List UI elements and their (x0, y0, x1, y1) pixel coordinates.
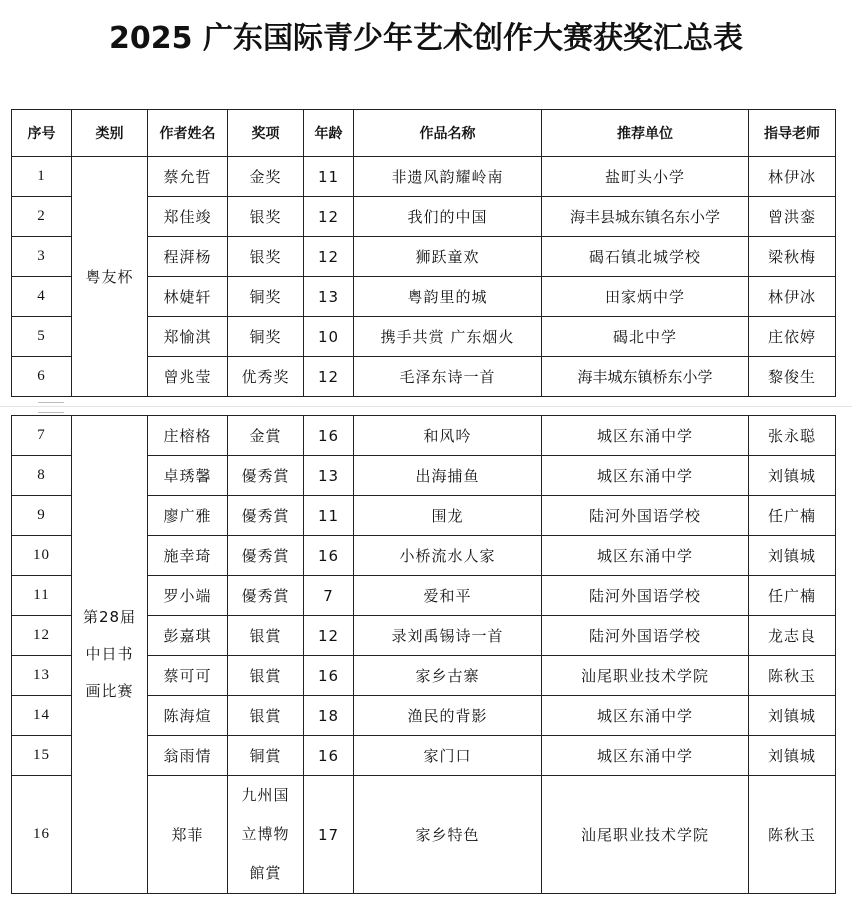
cell-age: 12 (304, 197, 354, 237)
cell-work: 狮跃童欢 (354, 237, 542, 277)
cell-serial: 11 (12, 576, 72, 616)
cell-prize: 铜賞 (228, 736, 304, 776)
header-prize: 奖项 (228, 110, 304, 157)
cell-author: 林婕轩 (148, 277, 228, 317)
cell-work: 携手共赏 广东烟火 (354, 317, 542, 357)
cell-work: 粤韵里的城 (354, 277, 542, 317)
cell-work: 爱和平 (354, 576, 542, 616)
cell-teacher: 刘镇城 (749, 696, 836, 736)
cell-serial: 13 (12, 656, 72, 696)
cell-work: 出海捕鱼 (354, 456, 542, 496)
cell-teacher: 任广楠 (749, 496, 836, 536)
cell-serial: 2 (12, 197, 72, 237)
cell-serial: 3 (12, 237, 72, 277)
cell-prize: 铜奖 (228, 277, 304, 317)
header-serial: 序号 (12, 110, 72, 157)
cell-author: 程湃杨 (148, 237, 228, 277)
cell-author: 翁雨情 (148, 736, 228, 776)
cell-teacher: 陈秋玉 (749, 776, 836, 894)
cell-unit: 城区东涌中学 (542, 736, 749, 776)
category-line: 画比赛 (85, 682, 134, 700)
cell-unit: 陆河外国语学校 (542, 616, 749, 656)
table-header-row (12, 110, 836, 157)
cell-serial: 4 (12, 277, 72, 317)
cell-prize: 银賞 (228, 696, 304, 736)
prize-line: 立博物 (241, 825, 290, 843)
cell-teacher: 任广楠 (749, 576, 836, 616)
header-author: 作者姓名 (148, 110, 228, 157)
cell-teacher: 林伊冰 (749, 277, 836, 317)
category-cell (72, 416, 148, 894)
cell-author: 廖广雅 (148, 496, 228, 536)
cell-age: 10 (304, 317, 354, 357)
cell-unit: 城区东涌中学 (542, 456, 749, 496)
cell-work: 非遗风韵耀岭南 (354, 157, 542, 197)
cell-age: 16 (304, 536, 354, 576)
cell-prize: 優秀賞 (228, 456, 304, 496)
cell-author: 蔡可可 (148, 656, 228, 696)
cell-author: 彭嘉琪 (148, 616, 228, 656)
cell-serial: 1 (12, 157, 72, 197)
cell-unit: 海丰县城东镇名东小学 (542, 197, 749, 237)
cell-author: 郑愉淇 (148, 317, 228, 357)
cell-unit: 城区东涌中学 (542, 696, 749, 736)
cell-prize: 金賞 (228, 416, 304, 456)
cell-work: 我们的中国 (354, 197, 542, 237)
category-line: 中日书 (85, 645, 134, 663)
cell-teacher: 梁秋梅 (749, 237, 836, 277)
cell-work: 和风吟 (354, 416, 542, 456)
cell-author: 郑菲 (148, 776, 228, 894)
cell-prize: 银賞 (228, 656, 304, 696)
cell-prize: 银奖 (228, 197, 304, 237)
cell-prize: 铜奖 (228, 317, 304, 357)
cell-work: 小桥流水人家 (354, 536, 542, 576)
cell-teacher: 龙志良 (749, 616, 836, 656)
cell-age: 7 (304, 576, 354, 616)
awards-table-part-1 (11, 109, 836, 397)
cell-age: 18 (304, 696, 354, 736)
cell-teacher: 刘镇城 (749, 536, 836, 576)
cell-age: 12 (304, 237, 354, 277)
page-break-marker (38, 402, 64, 413)
cell-age: 13 (304, 277, 354, 317)
cell-age: 12 (304, 357, 354, 397)
cell-teacher: 刘镇城 (749, 736, 836, 776)
cell-author: 曾兆莹 (148, 357, 228, 397)
cell-teacher: 陈秋玉 (749, 656, 836, 696)
cell-prize (228, 776, 304, 894)
cell-serial: 6 (12, 357, 72, 397)
cell-serial: 8 (12, 456, 72, 496)
cell-prize: 金奖 (228, 157, 304, 197)
cell-unit: 陆河外国语学校 (542, 496, 749, 536)
header-category: 类别 (72, 110, 148, 157)
cell-work: 录刘禹锡诗一首 (354, 616, 542, 656)
cell-age: 11 (304, 157, 354, 197)
category-line: 第28届 (82, 608, 137, 626)
cell-author: 陈海煊 (148, 696, 228, 736)
cell-serial: 10 (12, 536, 72, 576)
cell-unit: 城区东涌中学 (542, 536, 749, 576)
cell-author: 蔡允哲 (148, 157, 228, 197)
cell-prize: 银賞 (228, 616, 304, 656)
cell-unit: 碣北中学 (542, 317, 749, 357)
cell-teacher: 刘镇城 (749, 456, 836, 496)
cell-serial: 16 (12, 776, 72, 894)
cell-unit: 汕尾职业技术学院 (542, 776, 749, 894)
cell-age: 16 (304, 416, 354, 456)
cell-work: 家乡特色 (354, 776, 542, 894)
awards-table-part-2 (11, 415, 836, 894)
cell-prize: 优秀奖 (228, 357, 304, 397)
cell-prize: 優秀賞 (228, 496, 304, 536)
cell-prize: 優秀賞 (228, 536, 304, 576)
prize-line: 館賞 (249, 864, 282, 882)
category-cell: 粤友杯 (72, 157, 148, 397)
cell-teacher: 林伊冰 (749, 157, 836, 197)
cell-unit: 海丰城东镇桥东小学 (542, 357, 749, 397)
cell-unit: 陆河外国语学校 (542, 576, 749, 616)
cell-teacher: 黎俊生 (749, 357, 836, 397)
cell-teacher: 曾洪銮 (749, 197, 836, 237)
cell-unit: 盐町头小学 (542, 157, 749, 197)
cell-prize: 银奖 (228, 237, 304, 277)
cell-serial: 15 (12, 736, 72, 776)
cell-author: 施幸琦 (148, 536, 228, 576)
header-teacher: 指导老师 (749, 110, 836, 157)
cell-unit: 汕尾职业技术学院 (542, 656, 749, 696)
cell-work: 家门口 (354, 736, 542, 776)
cell-author: 卓琇馨 (148, 456, 228, 496)
cell-author: 郑佳竣 (148, 197, 228, 237)
cell-work: 毛泽东诗一首 (354, 357, 542, 397)
cell-age: 16 (304, 656, 354, 696)
cell-teacher: 张永聪 (749, 416, 836, 456)
cell-serial: 12 (12, 616, 72, 656)
cell-author: 罗小端 (148, 576, 228, 616)
cell-serial: 14 (12, 696, 72, 736)
cell-age: 12 (304, 616, 354, 656)
page-title: 2025 广东国际青少年艺术创作大赛获奖汇总表 (109, 21, 743, 56)
cell-serial: 7 (12, 416, 72, 456)
table-row (12, 416, 836, 456)
cell-unit: 碣石镇北城学校 (542, 237, 749, 277)
header-work: 作品名称 (354, 110, 542, 157)
cell-work: 围龙 (354, 496, 542, 536)
cell-work: 渔民的背影 (354, 696, 542, 736)
cell-serial: 9 (12, 496, 72, 536)
cell-age: 16 (304, 736, 354, 776)
prize-line: 九州国 (241, 786, 290, 804)
cell-age: 13 (304, 456, 354, 496)
cell-work: 家乡古寨 (354, 656, 542, 696)
cell-teacher: 庄依婷 (749, 317, 836, 357)
cell-serial: 5 (12, 317, 72, 357)
header-unit: 推荐单位 (542, 110, 749, 157)
cell-unit: 田家炳中学 (542, 277, 749, 317)
header-age: 年龄 (304, 110, 354, 157)
cell-age: 11 (304, 496, 354, 536)
cell-author: 庄榕格 (148, 416, 228, 456)
cell-age: 17 (304, 776, 354, 894)
cell-prize: 優秀賞 (228, 576, 304, 616)
cell-unit: 城区东涌中学 (542, 416, 749, 456)
table-row (12, 157, 836, 197)
page-break-line (0, 406, 852, 407)
